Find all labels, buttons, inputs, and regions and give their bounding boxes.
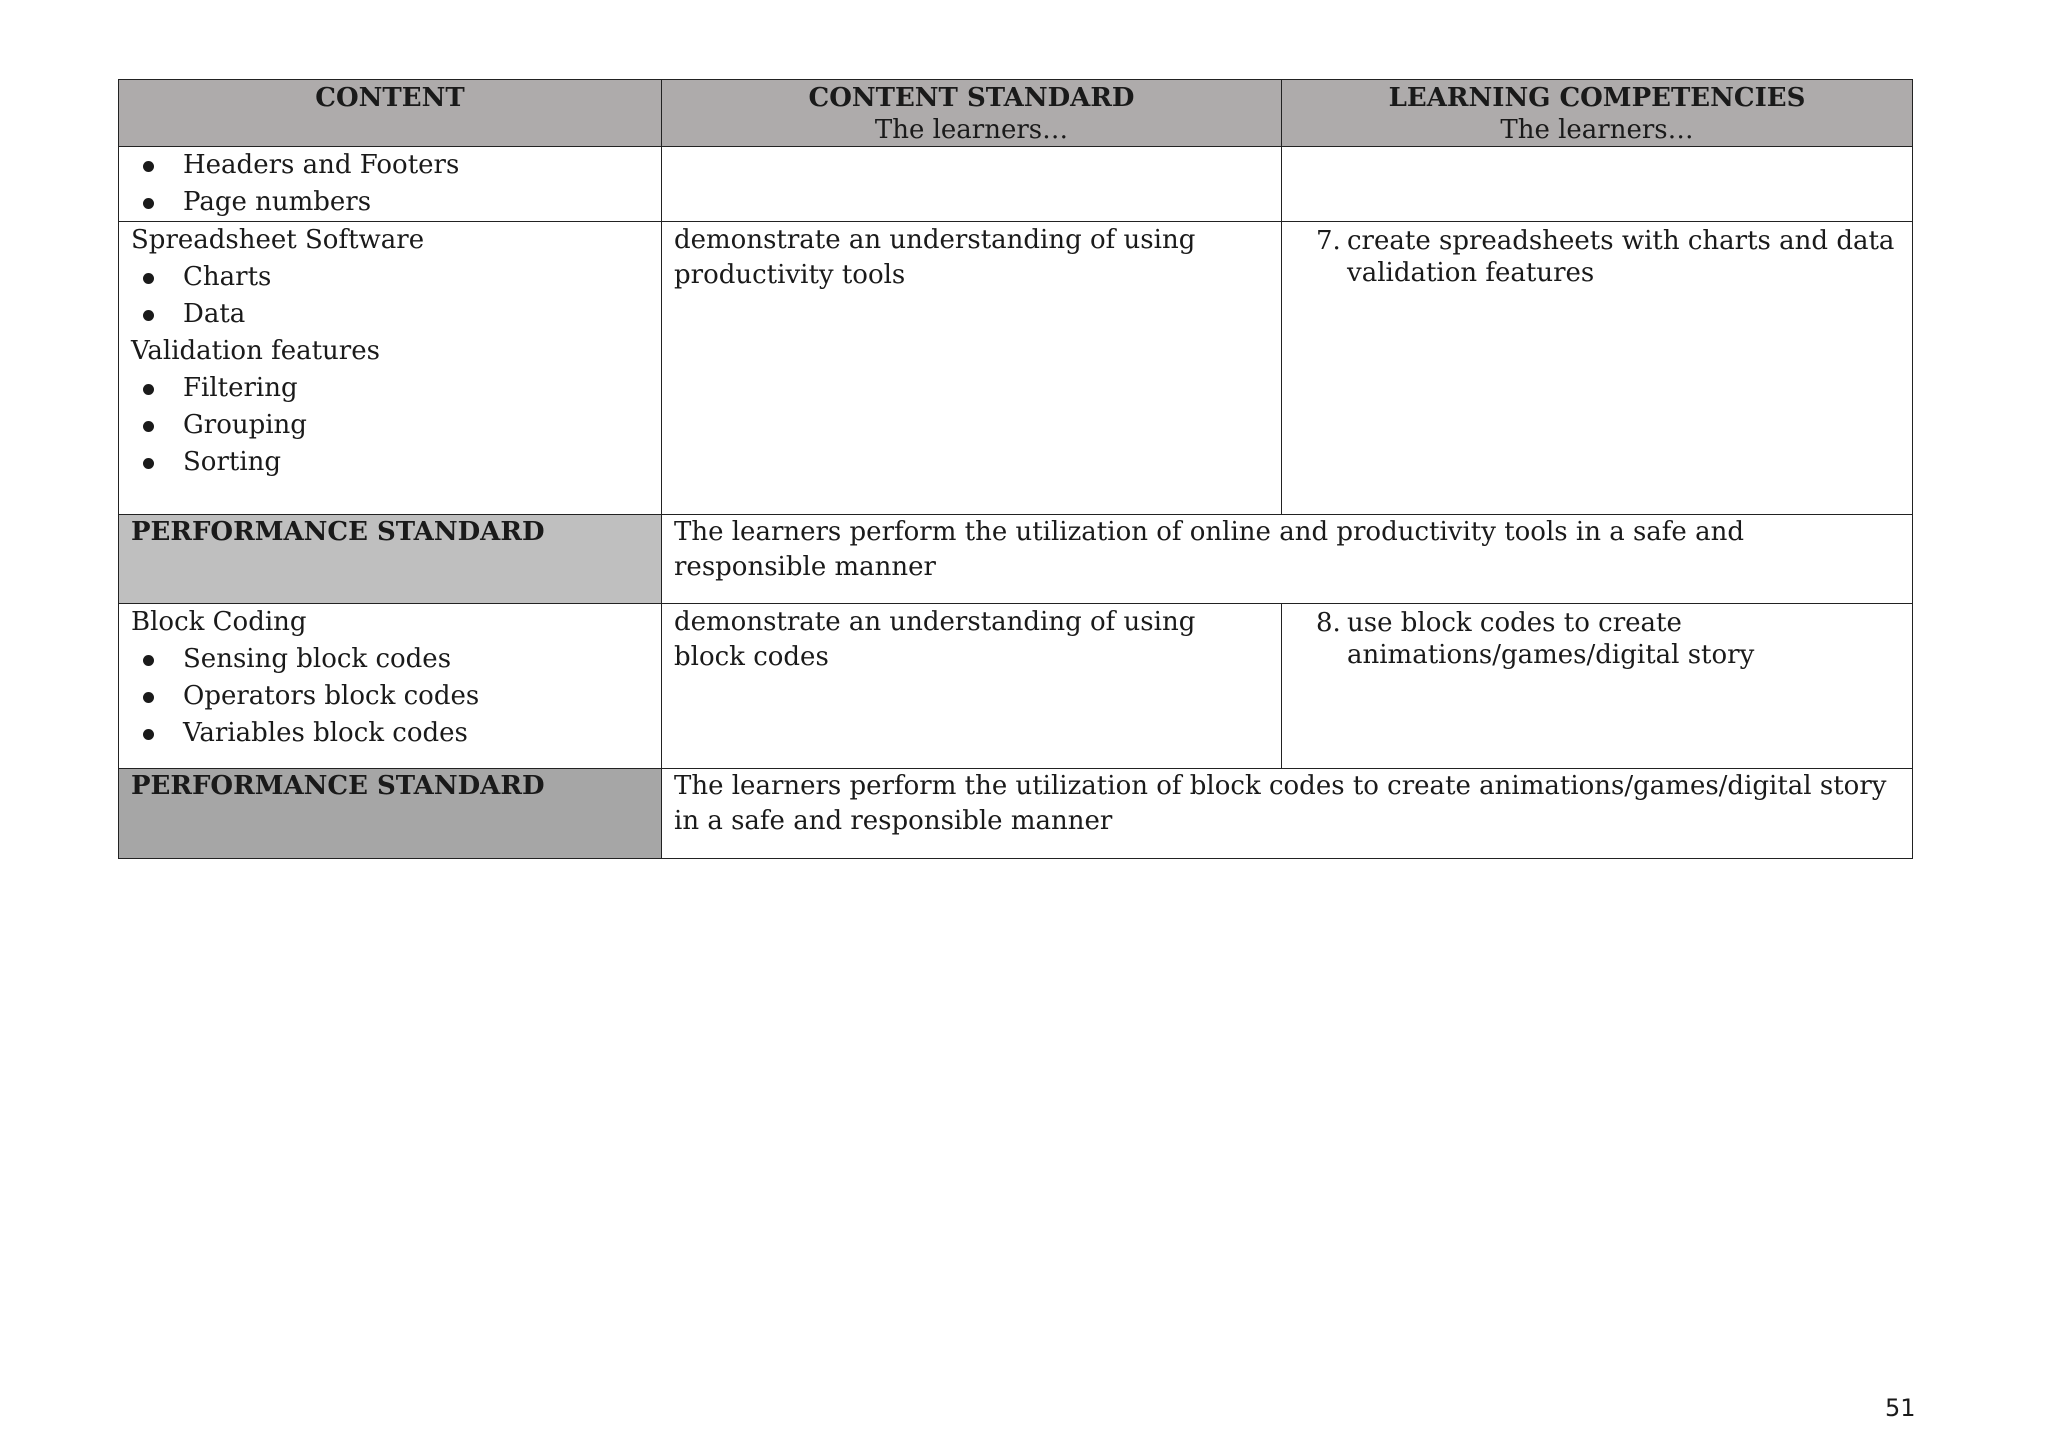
list-item: Headers and Footers — [131, 147, 649, 184]
table-row-block-coding — [119, 604, 1913, 769]
content-bullet-list — [131, 370, 649, 481]
bullet-icon — [143, 310, 154, 321]
bullet-icon — [143, 198, 154, 209]
content-bullet-list — [131, 259, 649, 333]
competency-text: use block codes to create animations/games/digital story — [1347, 608, 1755, 670]
bullet-icon — [143, 655, 154, 666]
content-standard-cell — [662, 604, 1282, 769]
list-item: Grouping — [131, 407, 649, 444]
list-item: Filtering — [131, 370, 649, 407]
bullet-icon — [143, 458, 154, 469]
topic-title: Spreadsheet Software — [131, 225, 425, 255]
performance-standard-label: PERFORMANCE STANDARD — [119, 515, 662, 604]
bullet-icon — [143, 421, 154, 432]
performance-standard-text: The learners perform the utilization of block codes to create animations/games/digital story in a safe and responsible manner — [662, 769, 1913, 859]
table-row-spreadsheet — [119, 222, 1913, 515]
list-item: Charts — [131, 259, 649, 296]
content-bullet-list — [131, 641, 649, 752]
list-item: Data — [131, 296, 649, 333]
topic-title: Block Coding — [131, 607, 307, 637]
performance-standard-text: The learners perform the utilization of online and productivity tools in a safe and responsible manner — [662, 515, 1913, 604]
content-cell — [119, 604, 662, 769]
learning-competency-cell — [1282, 222, 1913, 515]
bullet-icon — [143, 692, 154, 703]
bullet-icon — [143, 273, 154, 284]
header-content-standard-label: CONTENT STANDARD — [808, 83, 1135, 113]
learning-competency — [1294, 604, 1900, 671]
bullet-icon — [143, 729, 154, 740]
learning-competency-cell — [1282, 147, 1913, 222]
performance-standard-label: PERFORMANCE STANDARD — [119, 769, 662, 859]
content-cell — [119, 222, 662, 515]
list-item: Sensing block codes — [131, 641, 649, 678]
content-cell — [119, 147, 662, 222]
curriculum-table — [118, 79, 1913, 859]
header-learning-competencies — [1282, 80, 1913, 147]
header-learning-competencies-sub: The learners… — [1500, 115, 1694, 145]
table-header-row — [119, 80, 1913, 147]
header-content-standard-sub: The learners… — [874, 115, 1069, 145]
header-content-standard — [662, 80, 1282, 147]
list-item: Variables block codes — [131, 715, 649, 752]
header-learning-competencies-label: LEARNING COMPETENCIES — [1388, 83, 1806, 113]
content-standard-text: demonstrate an understanding of using block codes — [674, 607, 1196, 672]
list-item: Page numbers — [131, 184, 649, 221]
content-standard-text: demonstrate an understanding of using productivity tools — [674, 225, 1196, 290]
header-content — [119, 80, 662, 147]
learning-competency — [1294, 222, 1900, 289]
list-item: Sorting — [131, 444, 649, 481]
page-number: 51 — [1885, 1394, 1916, 1422]
performance-standard-row — [119, 515, 1913, 604]
content-bullet-list — [131, 147, 649, 221]
competency-text: create spreadsheets with charts and data validation features — [1347, 226, 1895, 288]
list-item: Operators block codes — [131, 678, 649, 715]
header-content-label: CONTENT — [315, 83, 465, 113]
competency-number: 8. — [1316, 608, 1341, 638]
learning-competency-cell — [1282, 604, 1913, 769]
bullet-icon — [143, 384, 154, 395]
competency-number: 7. — [1316, 226, 1341, 256]
content-standard-cell — [662, 147, 1282, 222]
performance-standard-row — [119, 769, 1913, 859]
content-standard-cell — [662, 222, 1282, 515]
table-row-headers-footers — [119, 147, 1913, 222]
subtopic-title: Validation features — [131, 336, 380, 366]
bullet-icon — [143, 161, 154, 172]
